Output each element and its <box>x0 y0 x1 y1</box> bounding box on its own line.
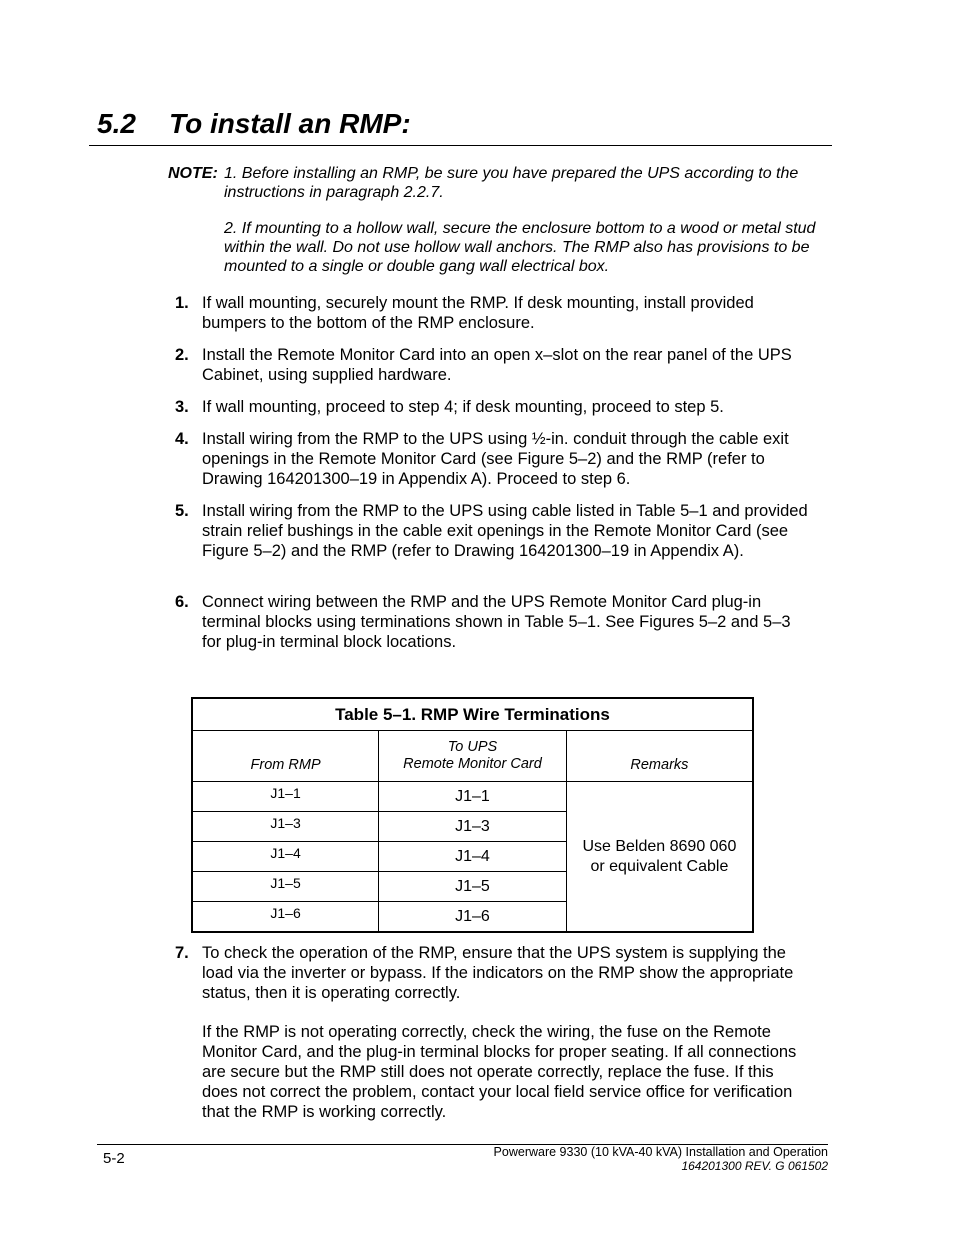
step-number: 7. <box>175 944 189 962</box>
section-number: 5.2 <box>97 108 136 139</box>
from-cell: J1–1 <box>192 782 379 812</box>
table-row <box>192 782 753 812</box>
step-number: 4. <box>175 430 189 448</box>
from-cell: J1–4 <box>192 842 379 872</box>
header-remarks: Remarks <box>566 731 753 782</box>
to-cell: J1–6 <box>379 902 567 933</box>
remarks-cell <box>566 782 753 933</box>
step-text: Install wiring from the RMP to the UPS using ½-in. conduit through the cable exit openings in the Remote Monitor Card (see Figure 5–2) and the RMP (refer to Drawing 164201300–19 in Appendix A). Proceed to step 6. <box>202 430 789 488</box>
header-to-ups <box>379 731 567 782</box>
step-number: 3. <box>175 398 189 416</box>
remarks-line2: or equivalent Cable <box>590 857 729 875</box>
step-number: 2. <box>175 346 189 364</box>
step-number: 6. <box>175 593 189 611</box>
to-cell: J1–3 <box>379 812 567 842</box>
step-number: 5. <box>175 502 189 520</box>
step-text: Install wiring from the RMP to the UPS using cable listed in Table 5–1 and provided strain relief bushings in the cable exit openings in the Remote Monitor Card (see Figure 5–2) and the RMP (refer to Drawing 164201300–19 in Appendix A). <box>202 502 808 560</box>
from-cell: J1–3 <box>192 812 379 842</box>
step-number: 1. <box>175 294 189 312</box>
heading-rule <box>89 145 832 146</box>
page-number: 5-2 <box>103 1150 125 1167</box>
to-cell: J1–4 <box>379 842 567 872</box>
section-title: To install an RMP: <box>169 108 411 139</box>
note-item-1: 1. Before installing an RMP, be sure you have prepared the UPS according to the instructions in paragraph 2.2.7. <box>224 165 799 201</box>
step-text: If wall mounting, proceed to step 4; if desk mounting, proceed to step 5. <box>202 398 724 416</box>
table-caption: Table 5–1. RMP Wire Terminations <box>192 698 753 731</box>
from-cell: J1–5 <box>192 872 379 902</box>
step-text: If the RMP is not operating correctly, check the wiring, the fuse on the Remote Monitor Card, and the plug-in terminal blocks for proper seating. If all connections are secure but the RMP still does not operate correctly, replace the fuse. If this does not correct the problem, contact your local field service office for verification that the RMP is working correctly. <box>202 1023 797 1121</box>
note-item-2: 2. If mounting to a hollow wall, secure the enclosure bottom to a wood or metal stud within the wall. Do not use hollow wall anchors. The RMP also has provisions to be mounted to a single or double gang wall electrical box. <box>224 220 816 275</box>
step-text: If wall mounting, securely mount the RMP. If desk mounting, install provided bumpers to the bottom of the RMP enclosure. <box>202 294 754 332</box>
footer-revision: 164201300 REV. G 061502 <box>681 1159 828 1173</box>
remarks-line1: Use Belden 8690 060 <box>582 837 737 855</box>
note-label: NOTE: <box>168 165 218 182</box>
to-cell: J1–5 <box>379 872 567 902</box>
header-to-ups-line1: To UPS <box>447 739 498 755</box>
footer-document-title: Powerware 9330 (10 kVA-40 kVA) Installation and Operation <box>493 1145 828 1159</box>
section-heading <box>97 108 411 140</box>
step-text: Connect wiring between the RMP and the UPS Remote Monitor Card plug-in terminal blocks using terminations shown in Table 5–1. See Figures 5–2 and 5–3 for plug-in terminal block locations. <box>202 593 791 651</box>
wire-terminations-table <box>191 697 754 933</box>
to-cell: J1–1 <box>379 782 567 812</box>
header-to-ups-line2: Remote Monitor Card <box>403 756 542 772</box>
header-from-rmp: From RMP <box>192 731 379 782</box>
from-cell: J1–6 <box>192 902 379 933</box>
step-text: To check the operation of the RMP, ensure that the UPS system is supplying the load via the inverter or bypass. If the indicators on the RMP show the appropriate status, then it is operating correctly. <box>202 944 794 1002</box>
step-text: Install the Remote Monitor Card into an open x–slot on the rear panel of the UPS Cabinet, using supplied hardware. <box>202 346 792 384</box>
